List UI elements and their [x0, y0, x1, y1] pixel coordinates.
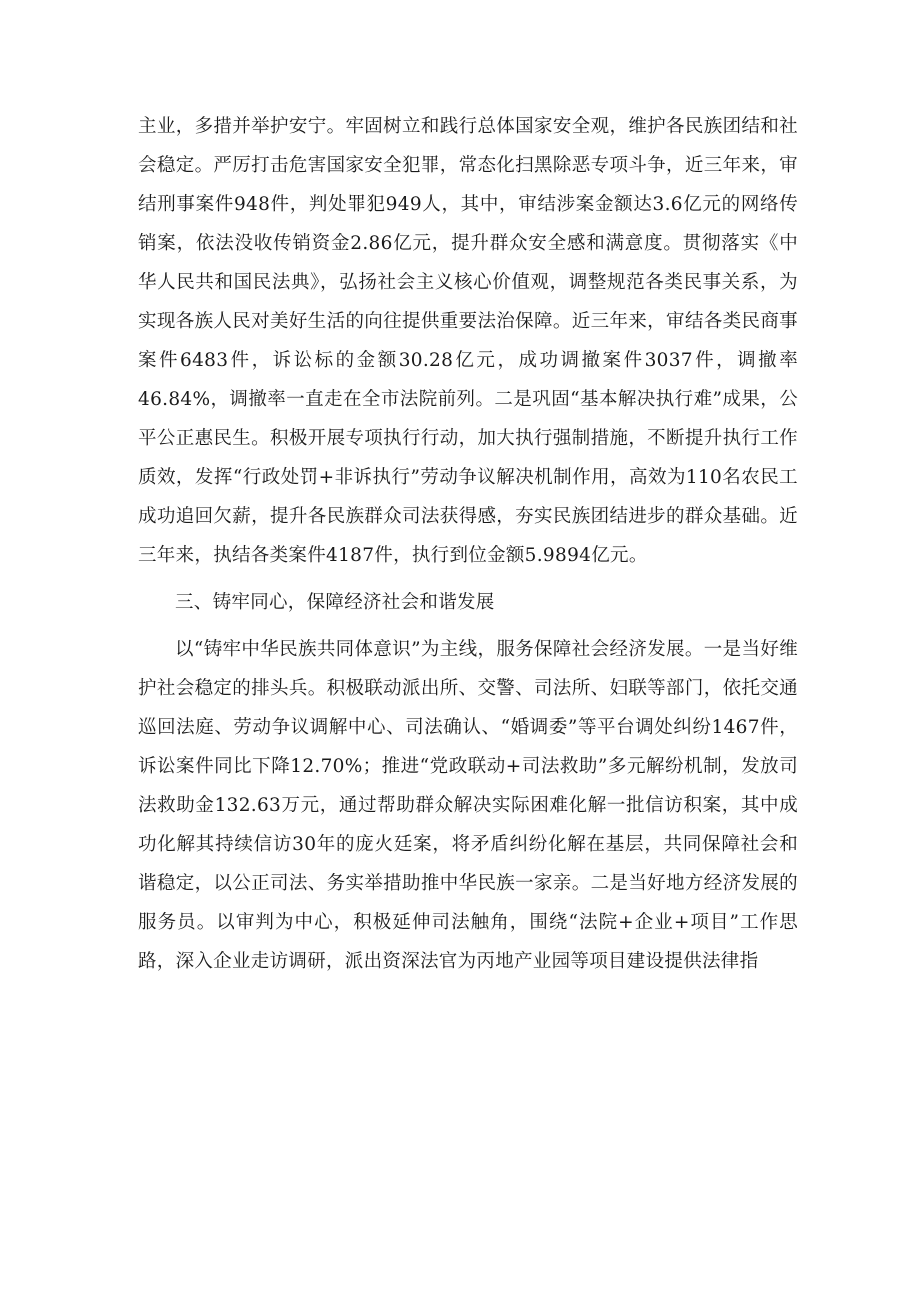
body-paragraph-continued: 主业，多措并举护安宁。牢固树立和践行总体国家安全观，维护各民族团结和社会稳定。严厉打击危害国家安全犯罪，常态化扫黑除恶专项斗争，近三年来，审结刑事案件948件，判处罪犯949人，其中，审结涉案金额达3.6亿元的网络传销案，依法没收传销资金2.86亿元，提升群众安全感和满意度。贯彻落实《中华人民共和国民法典》，弘扬社会主义核心价值观，调整规范各类民事关系，为实现各族人民对美好生活的向往提供重要法治保障。近三年来，审结各类民商事案件6483件，诉讼标的金额30.28亿元，成功调撤案件3037件，调撤率46.84%，调撤率一直走在全市法院前列。二是巩固“基本解决执行难”成果，公平公正惠民生。积极开展专项执行行动，加大执行强制措施，不断提升执行工作质效，发挥“行政处罚+非诉执行”劳动争议解决机制作用，高效为110名农民工成功追回欠薪，提升各民族群众司法获得感，夯实民族团结进步的群众基础。近三年来，执结各类案件4187件，执行到位金额5.9894亿元。 — [138, 116, 798, 566]
section-heading-3: 三、铸牢同心，保障经济社会和谐发展 — [175, 592, 495, 613]
document-body — [138, 107, 798, 989]
body-paragraph: 以“铸牢中华民族共同体意识”为主线，服务保障社会经济发展。一是当好维护社会稳定的排头兵。积极联动派出所、交警、司法所、妇联等部门，依托交通巡回法庭、劳动争议调解中心、司法确认、“婚调委”等平台调处纠纷1467件，诉讼案件同比下降12.70%；推进“党政联动+司法救助”多元解纷机制，发放司法救助金132.63万元，通过帮助群众解决实际困难化解一批信访积案，其中成功化解其持续信访30年的庞火廷案，将矛盾纠纷化解在基层，共同保障社会和谐稳定，以公正司法、务实举措助推中华民族一家亲。二是当好地方经济发展的服务员。以审判为中心，积极延伸司法触角，围绕“法院+企业+项目”工作思路，深入企业走访调研，派出资深法官为丙地产业园等项目建设提供法律指 — [138, 639, 798, 972]
